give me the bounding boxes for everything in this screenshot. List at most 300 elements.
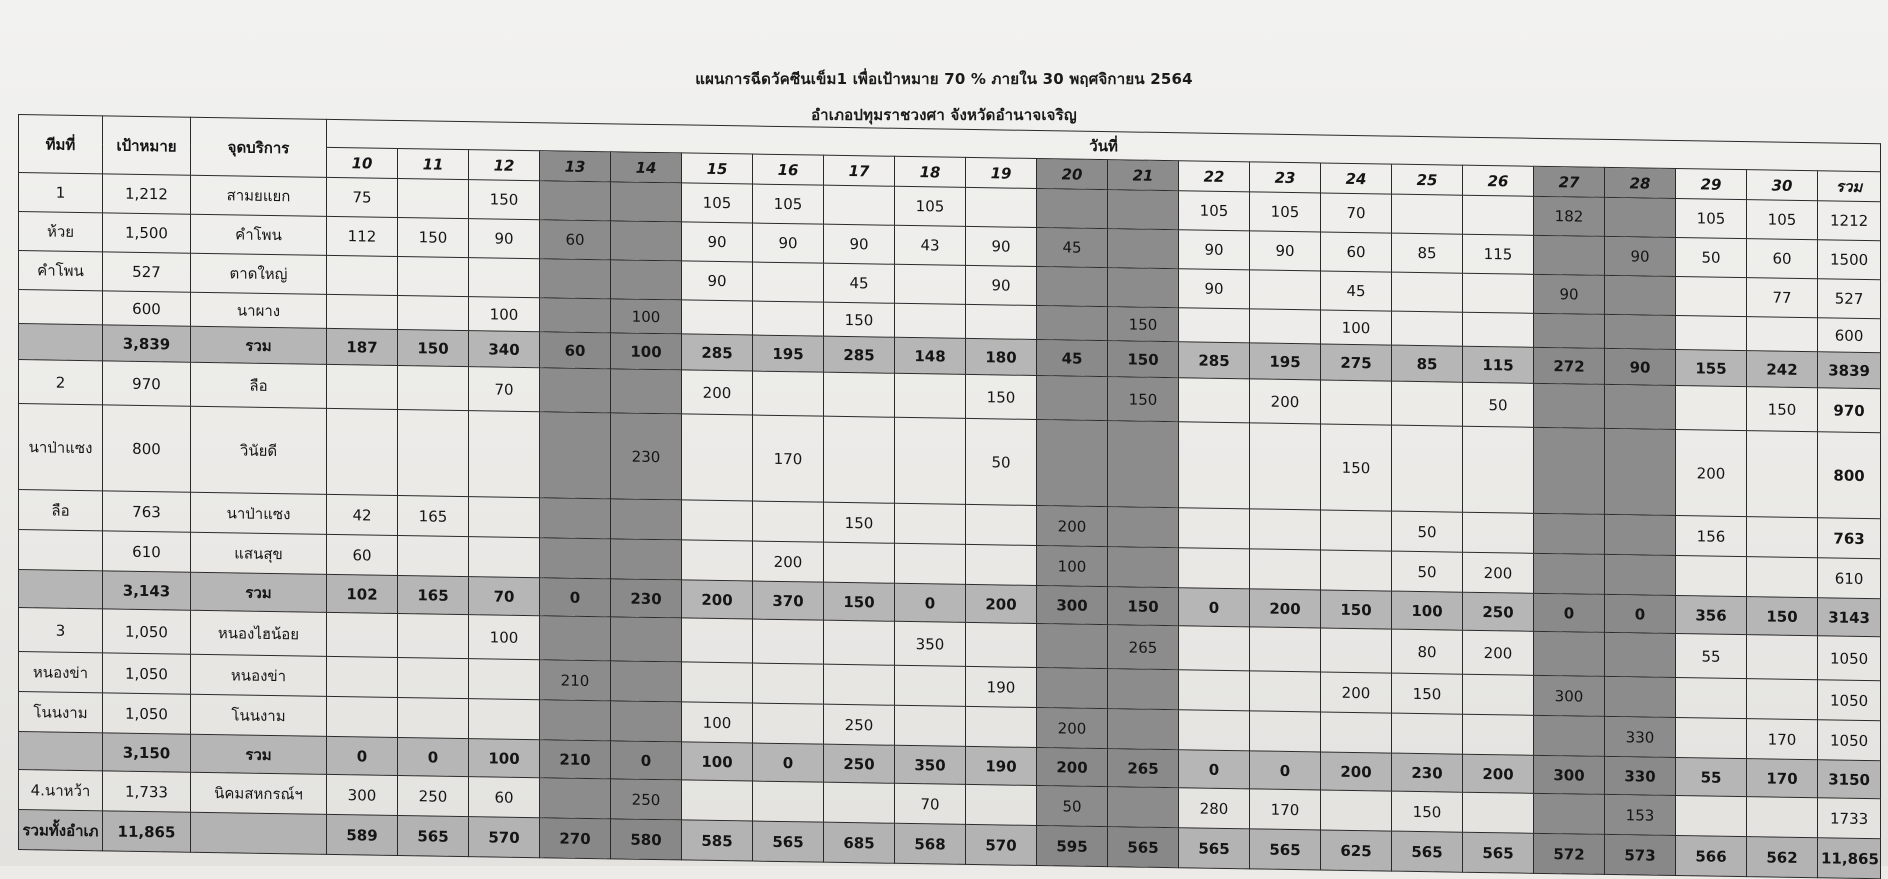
day-cell	[1747, 317, 1818, 352]
team-cell	[19, 530, 103, 571]
day-cell: 330	[1605, 756, 1676, 795]
day-cell: 230	[611, 413, 682, 500]
day-cell: 0	[753, 743, 824, 782]
team-cell: ห้วย	[19, 212, 103, 252]
day-cell: 60	[327, 534, 398, 575]
day-cell: 90	[682, 222, 753, 262]
day-cell: 970	[1818, 388, 1881, 433]
day-cell	[895, 705, 966, 746]
day-cell	[1605, 384, 1676, 429]
site-cell: นาผาง	[191, 292, 327, 328]
day-cell	[540, 700, 611, 741]
day-cell	[1321, 550, 1392, 591]
day-cell	[1463, 426, 1534, 513]
page-title: แผนการฉีดวัคซีนเข็ม1 เพื่อเป้าหมาย 70 % ภายใน 30 พฤศจิกายน 2564	[695, 70, 1193, 88]
day-header: 29	[1676, 169, 1747, 200]
day-cell	[682, 540, 753, 581]
target-cell: 800	[103, 405, 191, 492]
day-cell: 50	[1392, 511, 1463, 552]
site-cell: นิคมสหกรณ์ฯ	[191, 772, 327, 814]
day-cell: 585	[682, 820, 753, 861]
day-cell: 1050	[1818, 680, 1881, 721]
day-cell	[611, 182, 682, 222]
day-cell	[1605, 275, 1676, 315]
site-cell: รวม	[191, 326, 327, 364]
day-cell: 200	[1250, 589, 1321, 628]
day-cell	[398, 409, 469, 496]
day-cell	[327, 612, 398, 657]
day-cell	[1321, 628, 1392, 673]
day-cell: 200	[1463, 552, 1534, 593]
day-cell: 182	[1534, 196, 1605, 236]
day-cell	[895, 303, 966, 338]
day-cell: 105	[753, 184, 824, 224]
vaccination-schedule-table	[18, 114, 1881, 879]
day-cell: 100	[469, 739, 540, 778]
day-cell	[469, 537, 540, 578]
site-cell: ตาดใหญ่	[191, 253, 327, 294]
day-cell: 565	[753, 821, 824, 862]
day-cell	[398, 535, 469, 576]
day-cell: 105	[1747, 200, 1818, 240]
day-cell: 156	[1676, 516, 1747, 557]
day-cell: 148	[895, 337, 966, 374]
day-cell: 43	[895, 225, 966, 265]
day-cell	[1463, 674, 1534, 715]
target-cell: 3,839	[103, 325, 191, 362]
day-cell: 250	[824, 704, 895, 745]
day-cell	[1179, 710, 1250, 751]
day-cell	[1108, 507, 1179, 548]
day-cell: 0	[398, 737, 469, 776]
day-cell	[1605, 514, 1676, 555]
day-cell	[1605, 428, 1676, 515]
target-cell: 1,733	[103, 771, 191, 812]
day-cell	[540, 259, 611, 299]
day-cell: 77	[1747, 278, 1818, 318]
day-cell: 265	[1108, 749, 1179, 788]
day-cell	[1605, 632, 1676, 677]
day-cell: 280	[1179, 788, 1250, 829]
day-cell	[327, 696, 398, 737]
day-cell: 150	[824, 502, 895, 543]
day-cell	[540, 778, 611, 819]
day-cell: 100	[469, 615, 540, 660]
team-cell: คำโพน	[19, 251, 103, 291]
day-cell: 356	[1676, 596, 1747, 635]
day-cell	[540, 616, 611, 661]
team-cell: 3	[19, 608, 103, 653]
day-cell: 11,865	[1818, 838, 1881, 879]
day-cell	[824, 372, 895, 417]
day-cell: 150	[1747, 597, 1818, 636]
day-cell: 150	[1747, 387, 1818, 432]
day-cell: 200	[1463, 630, 1534, 675]
day-cell	[1605, 314, 1676, 349]
day-cell	[1250, 549, 1321, 590]
target-cell: 527	[103, 252, 191, 292]
day-cell: 1500	[1818, 240, 1881, 280]
day-cell	[1747, 679, 1818, 720]
day-cell	[611, 539, 682, 580]
day-header: 16	[753, 154, 824, 185]
day-cell	[753, 663, 824, 704]
day-cell	[1747, 517, 1818, 558]
header-team: ทีมที่	[19, 115, 103, 174]
day-cell	[1037, 667, 1108, 708]
day-cell	[1676, 678, 1747, 719]
day-cell: 50	[966, 418, 1037, 505]
day-cell: 100	[1321, 310, 1392, 345]
day-header: 13	[540, 151, 611, 182]
day-cell: 100	[469, 297, 540, 332]
day-cell	[1534, 427, 1605, 514]
day-cell: 265	[1108, 625, 1179, 670]
day-cell	[1037, 375, 1108, 420]
day-cell	[1321, 790, 1392, 831]
day-cell: 90	[966, 226, 1037, 266]
day-cell: 580	[611, 819, 682, 860]
day-cell	[540, 538, 611, 579]
day-cell: 100	[682, 702, 753, 743]
day-cell: 100	[611, 299, 682, 334]
day-cell: 0	[1179, 588, 1250, 627]
day-cell: 90	[824, 224, 895, 264]
day-header: 27	[1534, 166, 1605, 197]
target-cell: 3,143	[103, 571, 191, 610]
day-cell: 3143	[1818, 598, 1881, 637]
team-cell: ลือ	[19, 490, 103, 531]
day-cell	[1108, 709, 1179, 750]
day-cell: 115	[1463, 234, 1534, 274]
day-cell	[966, 544, 1037, 585]
day-cell: 150	[1108, 587, 1179, 626]
day-cell: 527	[1818, 279, 1881, 319]
day-cell	[1108, 547, 1179, 588]
day-cell: 610	[1818, 558, 1881, 599]
day-cell: 565	[1463, 832, 1534, 873]
day-cell	[682, 500, 753, 541]
day-cell: 55	[1676, 758, 1747, 797]
team-cell: 2	[19, 360, 103, 405]
day-cell: 3150	[1818, 760, 1881, 799]
target-cell: 970	[103, 361, 191, 406]
day-cell: 270	[540, 818, 611, 859]
day-cell: 0	[611, 741, 682, 780]
day-cell	[895, 543, 966, 584]
day-cell	[398, 697, 469, 738]
day-cell: 190	[966, 746, 1037, 785]
day-cell	[895, 503, 966, 544]
day-cell	[540, 181, 611, 221]
day-cell	[682, 414, 753, 501]
header-target: เป้าหมาย	[103, 116, 191, 175]
day-cell	[1037, 188, 1108, 228]
day-cell: 370	[753, 581, 824, 620]
day-cell: 1050	[1818, 636, 1881, 681]
day-cell	[327, 656, 398, 697]
day-cell	[1463, 512, 1534, 553]
day-header: 26	[1463, 165, 1534, 196]
day-cell: 60	[540, 220, 611, 260]
day-cell	[327, 364, 398, 409]
day-cell: 562	[1747, 837, 1818, 878]
day-cell	[1392, 311, 1463, 346]
day-cell: 0	[1179, 750, 1250, 789]
day-cell: 90	[1605, 348, 1676, 385]
day-cell: 90	[469, 219, 540, 259]
day-cell	[1108, 229, 1179, 269]
day-cell: 90	[753, 223, 824, 263]
day-cell	[1108, 190, 1179, 230]
day-cell	[1463, 195, 1534, 235]
day-cell: 0	[327, 736, 398, 775]
site-cell: คำโพน	[191, 214, 327, 255]
site-cell: หนองข่า	[191, 654, 327, 696]
day-cell	[1179, 378, 1250, 423]
day-cell: 200	[1321, 752, 1392, 791]
day-cell: 55	[1676, 634, 1747, 679]
day-cell	[682, 662, 753, 703]
day-cell	[1463, 273, 1534, 313]
day-cell: 300	[1037, 585, 1108, 624]
day-cell	[682, 300, 753, 335]
day-cell	[611, 221, 682, 261]
day-cell	[1321, 380, 1392, 425]
day-cell	[966, 304, 1037, 339]
day-cell: 600	[1818, 318, 1881, 353]
target-cell: 1,050	[103, 609, 191, 654]
day-cell: 75	[327, 177, 398, 217]
day-cell: 190	[966, 666, 1037, 707]
day-cell	[1463, 792, 1534, 833]
target-cell: 1,212	[103, 174, 191, 214]
day-cell: 3839	[1818, 352, 1881, 389]
day-cell	[966, 187, 1037, 227]
day-cell	[540, 368, 611, 413]
day-cell	[611, 661, 682, 702]
day-cell: 200	[1037, 747, 1108, 786]
team-cell	[19, 290, 103, 325]
day-cell: 200	[1463, 754, 1534, 793]
day-cell	[540, 412, 611, 499]
day-cell: 170	[1747, 759, 1818, 798]
day-cell	[1392, 272, 1463, 312]
day-cell: 105	[1250, 192, 1321, 232]
day-cell	[753, 781, 824, 822]
day-cell	[1250, 270, 1321, 310]
day-cell	[1250, 627, 1321, 672]
day-cell	[824, 664, 895, 705]
team-cell: โนนงาม	[19, 692, 103, 733]
site-cell: หนองไฮน้อย	[191, 610, 327, 656]
day-cell	[1534, 235, 1605, 275]
day-cell: 195	[753, 335, 824, 372]
day-cell	[327, 255, 398, 295]
day-cell: 330	[1605, 716, 1676, 757]
day-cell: 115	[1463, 346, 1534, 383]
day-cell: 102	[327, 574, 398, 613]
day-cell: 90	[1250, 231, 1321, 271]
day-cell: 105	[895, 186, 966, 226]
day-cell	[1179, 670, 1250, 711]
day-cell: 685	[824, 822, 895, 863]
day-cell	[824, 620, 895, 665]
day-cell: 45	[1037, 227, 1108, 267]
day-cell: 0	[895, 583, 966, 622]
day-header: 14	[611, 152, 682, 183]
team-cell: รวมทั้งอำเภ	[19, 810, 103, 851]
day-cell	[1747, 635, 1818, 680]
day-cell: 0	[1605, 594, 1676, 633]
day-cell: 285	[682, 334, 753, 371]
target-cell: 1,050	[103, 693, 191, 734]
day-cell	[1037, 305, 1108, 340]
site-cell: นาป่าแซง	[191, 492, 327, 534]
day-cell: 242	[1747, 351, 1818, 388]
day-cell: 200	[1250, 379, 1321, 424]
day-cell: 150	[966, 374, 1037, 419]
day-cell: 150	[1321, 590, 1392, 629]
day-cell: 200	[1321, 672, 1392, 713]
day-cell	[1605, 197, 1676, 237]
day-cell	[753, 501, 824, 542]
day-cell: 70	[469, 367, 540, 412]
day-cell: 105	[1179, 191, 1250, 231]
page-subtitle: อำเภอปทุมราชวงศา จังหวัดอำนาจเจริญ	[811, 106, 1077, 124]
day-cell: 250	[611, 779, 682, 820]
day-cell: 285	[824, 336, 895, 373]
target-cell: 600	[103, 291, 191, 326]
day-cell	[753, 301, 824, 336]
day-cell: 568	[895, 823, 966, 864]
day-cell	[1108, 268, 1179, 308]
day-cell: 45	[824, 263, 895, 303]
day-cell: 42	[327, 494, 398, 535]
team-cell: 4.นาหว้า	[19, 770, 103, 811]
day-cell: 165	[398, 495, 469, 536]
day-cell	[824, 185, 895, 225]
day-cell: 570	[469, 817, 540, 858]
day-cell: 165	[398, 575, 469, 614]
day-cell: 150	[1108, 377, 1179, 422]
day-header: 18	[895, 156, 966, 187]
day-cell: 90	[1179, 230, 1250, 270]
site-cell: รวม	[191, 572, 327, 612]
day-cell	[1463, 312, 1534, 347]
day-cell	[1179, 308, 1250, 343]
day-cell	[824, 782, 895, 823]
day-cell: 100	[1392, 591, 1463, 630]
day-header: 23	[1250, 162, 1321, 193]
day-cell	[398, 657, 469, 698]
day-cell	[1676, 316, 1747, 351]
day-cell: 90	[1605, 236, 1676, 276]
day-cell: 200	[1037, 505, 1108, 546]
target-cell: 763	[103, 491, 191, 532]
day-cell	[1179, 548, 1250, 589]
team-cell: หนองข่า	[19, 652, 103, 693]
day-cell: 589	[327, 814, 398, 855]
target-cell: 1,500	[103, 213, 191, 253]
day-header: 21	[1108, 160, 1179, 191]
day-cell: 565	[1179, 828, 1250, 869]
day-cell: 90	[682, 261, 753, 301]
day-cell: 200	[682, 580, 753, 619]
site-cell: ลือ	[191, 362, 327, 408]
team-cell	[19, 732, 103, 771]
day-cell	[1534, 313, 1605, 348]
day-cell	[1250, 309, 1321, 344]
day-cell	[1250, 423, 1321, 510]
day-cell: 566	[1676, 836, 1747, 877]
day-header: 10	[327, 147, 398, 178]
day-cell	[1108, 421, 1179, 508]
day-cell	[1108, 669, 1179, 710]
day-cell	[1534, 553, 1605, 594]
day-cell: 150	[1321, 424, 1392, 511]
day-cell: 70	[469, 577, 540, 616]
day-cell: 0	[1250, 751, 1321, 790]
day-cell	[611, 701, 682, 742]
day-cell: 250	[824, 744, 895, 783]
day-cell: 300	[1534, 675, 1605, 716]
site-cell: รวม	[191, 734, 327, 774]
day-cell: 570	[966, 824, 1037, 865]
day-cell: 90	[966, 265, 1037, 305]
day-cell	[469, 497, 540, 538]
day-cell: 275	[1321, 344, 1392, 381]
day-header: 25	[1392, 164, 1463, 195]
day-cell	[1747, 431, 1818, 518]
day-header: 28	[1605, 167, 1676, 198]
team-cell	[19, 324, 103, 361]
day-cell	[1534, 793, 1605, 834]
day-cell: 200	[753, 541, 824, 582]
day-cell	[895, 417, 966, 504]
day-cell	[1534, 631, 1605, 676]
day-cell	[753, 619, 824, 664]
target-cell: 610	[103, 531, 191, 572]
day-cell	[1250, 509, 1321, 550]
day-cell: 112	[327, 216, 398, 256]
day-header: 11	[398, 148, 469, 179]
day-cell: 285	[1179, 342, 1250, 379]
day-cell	[1463, 714, 1534, 755]
day-cell	[1676, 556, 1747, 597]
day-cell: 565	[398, 815, 469, 856]
day-cell: 60	[540, 332, 611, 369]
day-cell: 100	[1037, 545, 1108, 586]
day-cell	[1037, 419, 1108, 506]
day-header: 19	[966, 157, 1037, 188]
day-cell	[753, 262, 824, 302]
day-cell	[1605, 554, 1676, 595]
day-cell	[1179, 508, 1250, 549]
day-cell: 150	[1108, 341, 1179, 378]
day-cell	[753, 371, 824, 416]
day-cell: 150	[469, 180, 540, 220]
day-cell	[469, 411, 540, 498]
day-cell	[1321, 510, 1392, 551]
site-cell: วินัยดี	[191, 406, 327, 494]
team-cell	[19, 570, 103, 609]
day-cell	[469, 659, 540, 700]
day-header: 30	[1747, 170, 1818, 201]
day-cell: 85	[1392, 345, 1463, 382]
day-cell	[1534, 383, 1605, 428]
day-cell: 100	[611, 333, 682, 370]
